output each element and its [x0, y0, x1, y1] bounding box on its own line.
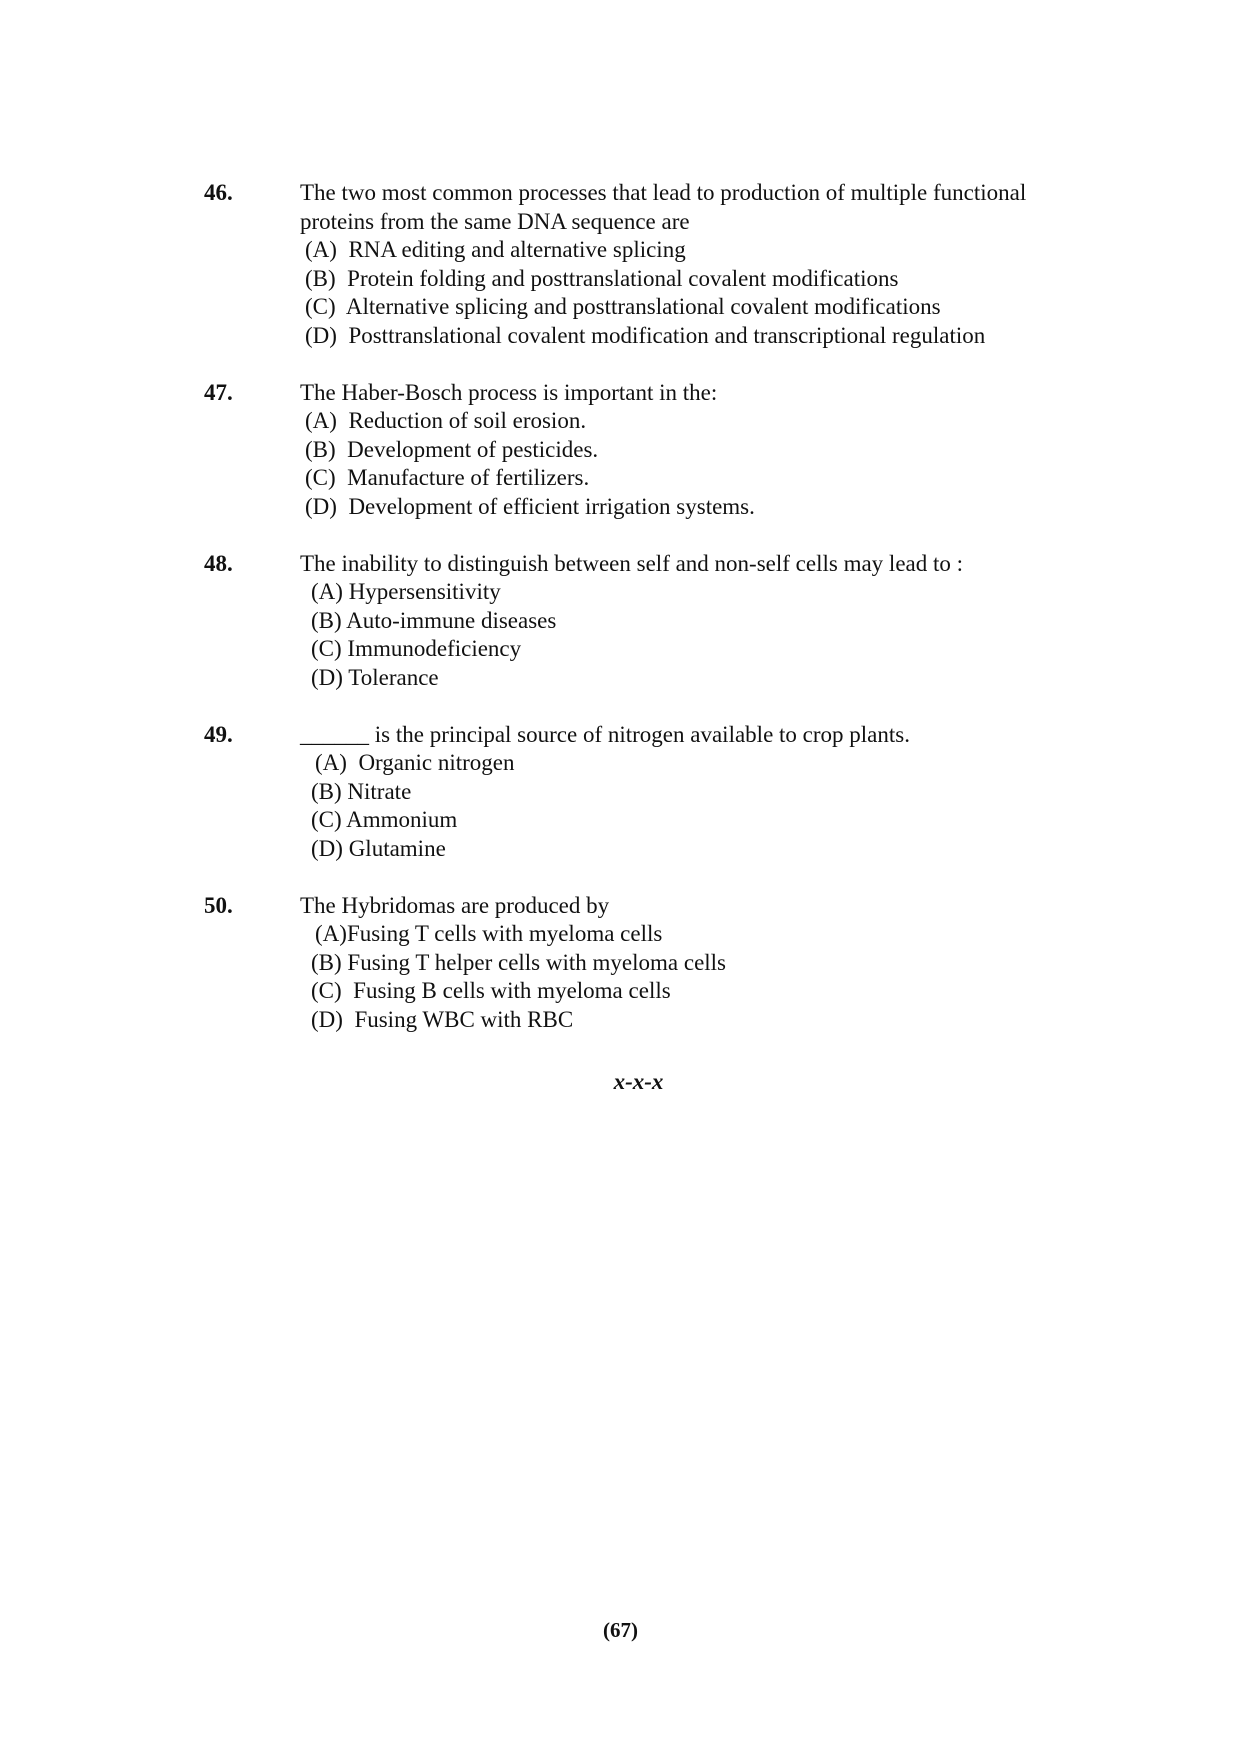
option-text: Fusing B cells with myeloma cells	[353, 978, 671, 1004]
question-47	[204, 378, 1104, 521]
option-letter: (A)	[315, 750, 347, 775]
option-letter: (D)	[311, 835, 343, 861]
question-number: 46.	[204, 180, 233, 205]
option-text: Reduction of soil erosion.	[348, 408, 587, 433]
option-list	[305, 407, 1104, 521]
option-letter: (A)	[315, 921, 347, 946]
option-b	[311, 607, 1104, 636]
question-text: The inability to distinguish between self and non-self cells may lead to :	[300, 551, 964, 576]
option-text: Hypersensitivity	[348, 579, 501, 604]
option-text: Ammonium	[346, 807, 458, 833]
option-list	[311, 749, 1104, 863]
option-letter: (C)	[305, 294, 336, 320]
option-a	[305, 407, 1104, 436]
question-number: 49.	[204, 722, 233, 747]
question-text: The Haber-Bosch process is important in the:	[300, 380, 718, 405]
option-letter: (B)	[305, 265, 336, 291]
option-letter: (C)	[305, 465, 336, 491]
end-mark: x-x-x	[613, 1069, 664, 1094]
question-number: 50.	[204, 893, 233, 918]
option-text: Development of efficient irrigation systems.	[348, 493, 755, 519]
question-text: The Hybridomas are produced by	[300, 893, 610, 918]
question-50	[204, 891, 1104, 1034]
option-text: Fusing T cells with myeloma cells	[346, 921, 663, 946]
option-list	[305, 236, 1104, 350]
option-text: Fusing WBC with RBC	[354, 1006, 574, 1032]
option-letter: (B)	[311, 607, 342, 633]
option-letter: (A)	[305, 237, 337, 262]
option-text: Manufacture of fertilizers.	[347, 465, 590, 491]
option-a	[311, 749, 1104, 778]
option-d	[311, 1006, 1104, 1035]
option-letter: (D)	[305, 322, 337, 348]
option-list	[311, 578, 1104, 692]
option-c	[311, 977, 1104, 1006]
option-letter: (C)	[311, 636, 342, 662]
option-d	[305, 493, 1104, 522]
option-letter: (D)	[305, 493, 337, 519]
option-text: RNA editing and alternative splicing	[348, 237, 686, 262]
option-d	[311, 664, 1104, 693]
option-a	[305, 236, 1104, 265]
option-letter: (C)	[311, 978, 342, 1004]
question-number: 47.	[204, 380, 233, 405]
option-letter: (D)	[311, 1006, 343, 1032]
option-d	[305, 322, 1104, 351]
question-text: The two most common processes that lead to production of multiple functional proteins from the same DNA sequence are	[300, 180, 1027, 234]
option-c	[305, 293, 1104, 322]
option-letter: (B)	[311, 778, 342, 804]
option-text: Organic nitrogen	[358, 750, 515, 775]
option-text: Development of pesticides.	[347, 436, 599, 462]
option-text: Protein folding and posttranslational covalent modifications	[347, 265, 899, 291]
option-b	[305, 265, 1104, 294]
option-b	[311, 949, 1104, 978]
option-letter: (A)	[311, 579, 343, 604]
option-letter: (C)	[311, 807, 342, 833]
option-letter: (B)	[305, 436, 336, 462]
question-48	[204, 549, 1104, 692]
question-number: 48.	[204, 551, 233, 576]
option-letter: (A)	[305, 408, 337, 433]
option-a	[311, 920, 1104, 949]
option-text: Glutamine	[348, 835, 446, 861]
option-b	[311, 778, 1104, 807]
page-number: (67)	[603, 1618, 638, 1642]
option-c	[311, 635, 1104, 664]
question-text: ______ is the principal source of nitrogen available to crop plants.	[300, 722, 910, 747]
option-text: Tolerance	[348, 664, 439, 690]
option-text: Nitrate	[347, 778, 412, 804]
option-letter: (B)	[311, 949, 342, 975]
question-49	[204, 720, 1104, 863]
option-c	[311, 806, 1104, 835]
option-text: Posttranslational covalent modification and transcriptional regulation	[348, 322, 986, 348]
option-list	[311, 920, 1104, 1034]
option-a	[311, 578, 1104, 607]
option-letter: (D)	[311, 664, 343, 690]
option-d	[311, 835, 1104, 864]
option-text: Auto-immune diseases	[346, 607, 557, 633]
option-text: Fusing T helper cells with myeloma cells	[347, 949, 727, 975]
option-c	[305, 464, 1104, 493]
option-b	[305, 436, 1104, 465]
question-46	[204, 178, 1104, 350]
option-text: Alternative splicing and posttranslational covalent modifications	[345, 294, 941, 320]
option-text: Immunodeficiency	[347, 636, 522, 662]
